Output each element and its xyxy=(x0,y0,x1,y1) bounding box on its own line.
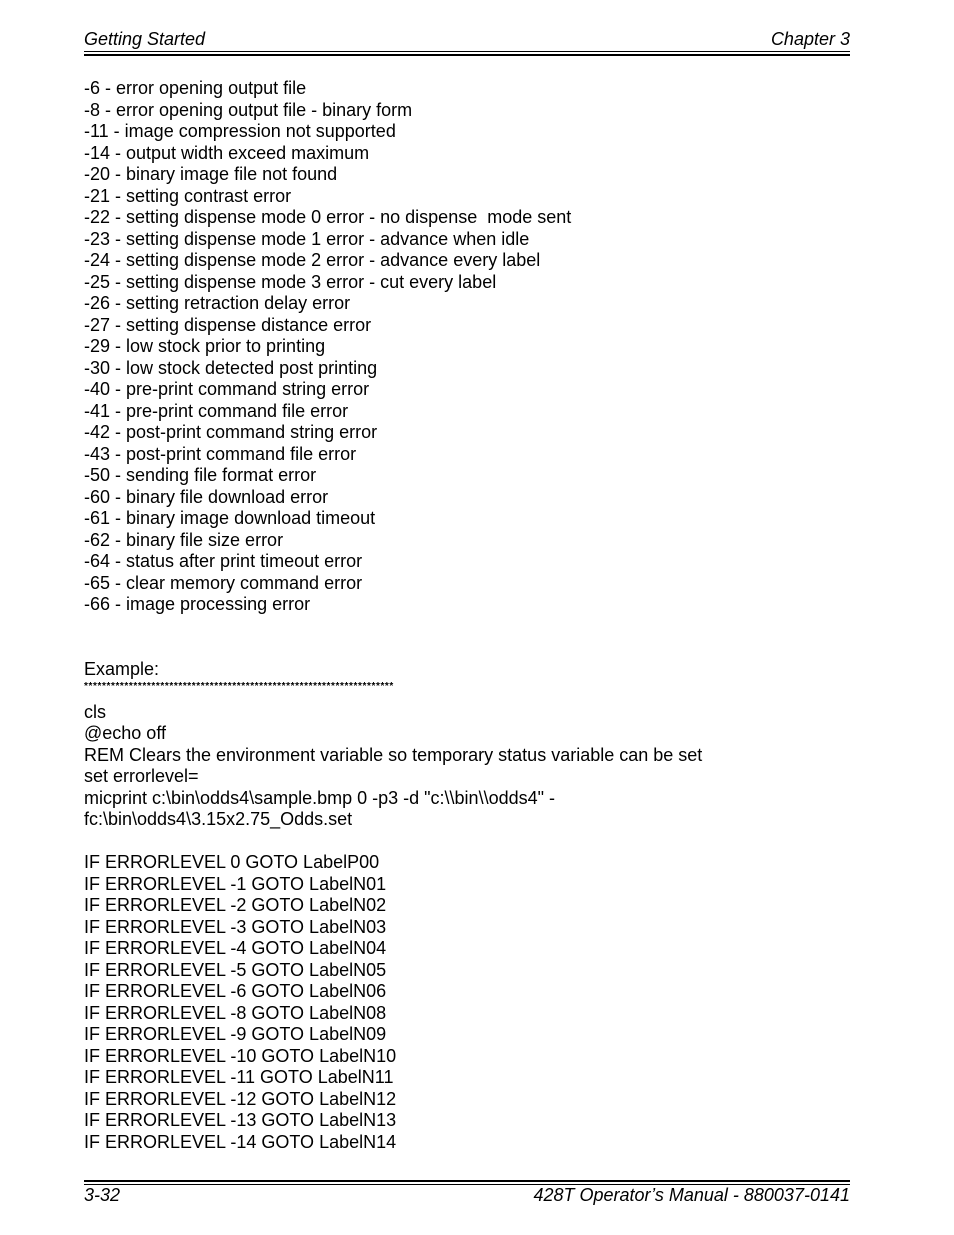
footer-rule-thick xyxy=(84,1180,850,1182)
header-rule-thick xyxy=(84,54,850,56)
error-code-item: -23 - setting dispense mode 1 error - advance when idle xyxy=(84,228,530,249)
goto-line: IF ERRORLEVEL -4 GOTO LabelN04 xyxy=(84,938,387,958)
error-code-item: -61 - binary image download timeout xyxy=(84,508,376,528)
error-code-item: -14 - output width exceed maximum xyxy=(84,142,370,163)
script-line: fc:\bin\odds4\3.15x2.75_Odds.set xyxy=(84,809,353,829)
goto-line: IF ERRORLEVEL -13 GOTO LabelN13 xyxy=(84,1110,397,1130)
error-code-item: -40 - pre-print command string error xyxy=(84,379,370,399)
goto-line: IF ERRORLEVEL -8 GOTO LabelN08 xyxy=(84,1002,387,1023)
error-code-item: -42 - post-print command string error xyxy=(84,422,378,442)
page-body xyxy=(84,78,850,1153)
error-code-item: -60 - binary file download error xyxy=(84,486,329,507)
errorlevel-goto-list xyxy=(84,852,850,1153)
error-code-item: -62 - binary file size error xyxy=(84,529,284,550)
goto-line: IF ERRORLEVEL -11 GOTO LabelN11 xyxy=(84,1067,394,1087)
error-code-item: -41 - pre-print command file error xyxy=(84,400,349,421)
header-rule-thin xyxy=(84,51,850,52)
error-code-item: -26 - setting retraction delay error xyxy=(84,293,351,313)
script-line: @echo off xyxy=(84,723,166,743)
error-code-item: -21 - setting contrast error xyxy=(84,185,292,206)
error-code-item: -43 - post-print command file error xyxy=(84,443,357,464)
error-code-item: -22 - setting dispense mode 0 error - no dispense mode sent xyxy=(84,207,572,227)
manual-title: 428T Operator’s Manual - 880037-0141 xyxy=(533,1185,850,1205)
goto-line: IF ERRORLEVEL -10 GOTO LabelN10 xyxy=(84,1045,397,1066)
goto-line: IF ERRORLEVEL 0 GOTO LabelP00 xyxy=(84,852,380,872)
goto-line: IF ERRORLEVEL -6 GOTO LabelN06 xyxy=(84,981,387,1001)
goto-line: IF ERRORLEVEL -1 GOTO LabelN01 xyxy=(84,873,387,894)
page-footer xyxy=(84,1184,850,1206)
goto-line: IF ERRORLEVEL -2 GOTO LabelN02 xyxy=(84,895,387,915)
page-header xyxy=(84,28,850,50)
goto-line: IF ERRORLEVEL -5 GOTO LabelN05 xyxy=(84,959,387,980)
header-section-title: Getting Started xyxy=(84,29,206,49)
error-code-item: -29 - low stock prior to printing xyxy=(84,336,326,356)
example-script xyxy=(84,702,850,831)
error-code-item: -24 - setting dispense mode 2 error - advance every label xyxy=(84,250,541,270)
error-code-item: -27 - setting dispense distance error xyxy=(84,314,372,335)
script-line: set errorlevel= xyxy=(84,766,199,786)
spacer xyxy=(84,831,850,853)
page-number: 3-32 xyxy=(84,1185,121,1205)
error-code-item: -65 - clear memory command error xyxy=(84,572,363,593)
script-line: micprint c:\bin\odds4\sample.bmp 0 -p3 -d "c:\\bin\\odds4" - xyxy=(84,787,555,808)
goto-line: IF ERRORLEVEL -9 GOTO LabelN09 xyxy=(84,1024,387,1044)
header-chapter: Chapter 3 xyxy=(770,29,850,49)
error-code-item: -6 - error opening output file xyxy=(84,78,307,98)
example-label: Example: xyxy=(84,658,160,679)
error-code-list xyxy=(84,78,850,616)
error-code-item: -30 - low stock detected post printing xyxy=(84,357,378,378)
spacer xyxy=(84,616,850,638)
error-code-item: -20 - binary image file not found xyxy=(84,164,338,184)
error-code-item: -66 - image processing error xyxy=(84,594,311,614)
goto-line: IF ERRORLEVEL -14 GOTO LabelN14 xyxy=(84,1131,397,1152)
script-line: cls xyxy=(84,701,106,722)
example-separator: ********************************************************************* xyxy=(84,681,394,692)
error-code-item: -25 - setting dispense mode 3 error - cut every label xyxy=(84,271,497,292)
error-code-item: -50 - sending file format error xyxy=(84,465,317,485)
error-code-item: -8 - error opening output file - binary form xyxy=(84,99,413,120)
script-line: REM Clears the environment variable so temporary status variable can be set xyxy=(84,744,703,765)
spacer xyxy=(84,637,850,659)
goto-line: IF ERRORLEVEL -3 GOTO LabelN03 xyxy=(84,916,387,937)
error-code-item: -64 - status after print timeout error xyxy=(84,551,363,571)
error-code-item: -11 - image compression not supported xyxy=(84,121,396,141)
goto-line: IF ERRORLEVEL -12 GOTO LabelN12 xyxy=(84,1088,397,1109)
